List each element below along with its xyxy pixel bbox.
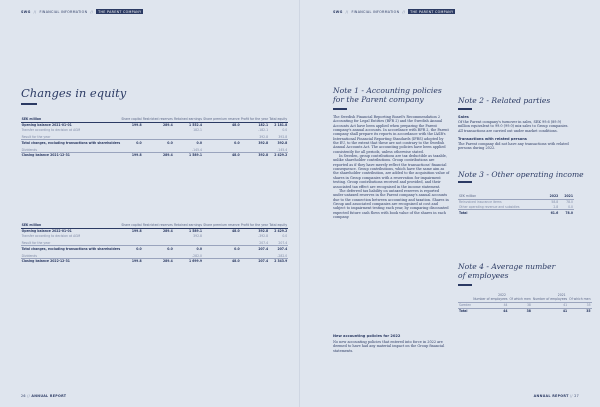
table-cell: 2 429.2 [269, 152, 288, 157]
brand-label: SWG [21, 9, 31, 14]
year-header: 2021 [559, 194, 574, 199]
equity-table-2022 [21, 224, 288, 264]
row-label: Total [458, 308, 472, 313]
note1-paragraph: The deferred tax liability on untaxed reserves is reported under untaxed reserves in the Parent company's annual accounts due to the connection between accounting and taxation. Shares in Group and associated companies are recognised at cost and subject to impairment testing each year, by comparing discounted expected future cash flows with book value of the shares in each company. [333, 188, 449, 219]
row-label: Other operating revenue and subsidies [459, 204, 520, 209]
table-cell: 207.4 [269, 246, 288, 251]
row-label: Dividends [21, 253, 37, 258]
page-footer [21, 394, 66, 398]
table-cell: 1 589.1 [173, 152, 202, 157]
header-divider: // [33, 9, 37, 14]
col-header: Retained earnings [173, 223, 203, 228]
footer-divider: // [27, 394, 30, 398]
table-cell: 199.8 [131, 123, 142, 128]
table-cell: 392.8 [259, 134, 269, 139]
table-cell: 78.0 [566, 200, 573, 205]
table-cell: 1 589.1 [189, 229, 203, 234]
table-cell: 0.0 [142, 246, 173, 251]
right-page [300, 0, 600, 407]
header-divider: // [402, 9, 406, 14]
table-cell: 289.4 [142, 258, 173, 263]
header-divider: // [345, 9, 349, 14]
page-footer [534, 394, 579, 398]
page-number: 26 [21, 394, 26, 398]
unit-header: SEK million [21, 118, 121, 122]
table-cell: 289.4 [162, 229, 173, 234]
table-cell: 182.1 [258, 123, 269, 128]
sales-text: Of the Parent company's turnover in sales, SEK 99.6 (89.9) million equivalent to 99.0 (99.0) mix sales to Group companies. All transactions are carried out under market conditions. [458, 120, 569, 133]
table-cell: 2 429.2 [274, 229, 288, 234]
table-cell: 392.8 [278, 134, 288, 139]
note3-title: Note 3 - Other operating income [458, 170, 584, 179]
table-cell: 0.0 [173, 246, 202, 251]
col-header: Share capital [121, 117, 142, 122]
col-header: Of which men [569, 297, 591, 302]
table-cell: 392.8 [240, 152, 268, 157]
col-header: Of which men [509, 297, 531, 302]
header-divider: // [90, 9, 94, 14]
table-cell: -392.8 [258, 233, 269, 238]
row-label: Total changes, excluding transactions with shareholders [21, 140, 121, 145]
table-cell: 2 181.8 [274, 123, 288, 128]
table-cell: 38 [509, 308, 532, 313]
table-cell: 61.6 [545, 210, 560, 215]
row-label: Result for the year [21, 134, 51, 139]
footer-divider: // [570, 394, 573, 398]
note2-title: Note 2 - Related parties [458, 96, 551, 105]
table-cell: 0.0 [568, 204, 573, 209]
col-header: Total equity [269, 117, 288, 122]
col-header: Profit for the year [240, 223, 269, 228]
row-label: Reinvoiced insurance items [459, 200, 502, 205]
brand-label: SWG [333, 9, 343, 14]
table-cell: 199.8 [131, 229, 142, 234]
table-cell: 289.4 [142, 152, 173, 157]
table-cell: 207.4 [259, 240, 269, 245]
table-cell: 48.0 [203, 258, 241, 263]
table-cell: 44 [503, 303, 508, 308]
table-cell: 38 [526, 303, 531, 308]
note4-title-line: of employees [458, 271, 509, 280]
page-title: Changes in equity [21, 86, 127, 100]
col-header: Restricted reserves [142, 223, 173, 228]
table-cell: 0.0 [203, 140, 241, 145]
note4-title [458, 262, 555, 280]
transactions-text: The Parent company did not have any transactions with related persons during 2022. [458, 142, 569, 151]
section-label: FINANCIAL INFORMATION [39, 9, 88, 14]
table-cell: 0.0 [282, 233, 288, 238]
col-header: Retained earnings [173, 117, 203, 122]
other-income-table [458, 194, 574, 215]
table-cell: 0.0 [121, 140, 143, 145]
note1-rule [333, 108, 347, 110]
table-cell: 289.4 [162, 123, 173, 128]
transactions-heading: Transactions with related persons [458, 137, 527, 141]
table-cell: -282.0 [192, 253, 203, 258]
new-policies-heading: New accounting policies for 2022 [333, 334, 401, 338]
footer-label: ANNUAL REPORT [533, 394, 569, 398]
table-cell: 48.0 [232, 123, 240, 128]
row-label: Dividends [21, 147, 37, 152]
table-row [458, 308, 592, 313]
table-cell: 58.8 [551, 200, 559, 205]
table-cell: 392.8 [269, 140, 288, 145]
section-tag: THE PARENT COMPANY [98, 9, 142, 14]
table-cell: -145.4 [192, 147, 203, 152]
table-cell: 207.4 [278, 240, 288, 245]
table-cell: 392.8 [258, 229, 269, 234]
table-cell: 1 552.4 [189, 123, 203, 128]
col-header: Number of employees [473, 297, 508, 302]
row-label: Closing balance 2022-12-31 [21, 258, 121, 263]
table-cell: 0.0 [203, 246, 241, 251]
table-row [21, 258, 288, 263]
note1-title-line: Note 1 - Accounting policies [333, 86, 442, 95]
note1-paragraph: The Swedish Financial Reporting Board's Recommendation 2 Accounting for Legal Entities (RFR 2) and the Swedish Annual Accounts Act have been applied when preparing the Parent company's annual accounts. In accordance with RFR 2, the Parent company shall prepare its reports in accordance with the IASB's International Financial Reporting Standards (IFRS) adopted by the EU, to the extent that these are not contrary to the Swedish Annual Accounts Act. The accounting policies have been applied consistently for all periods, unless otherwise stated. [333, 115, 449, 154]
table-cell: -145.4 [277, 147, 288, 152]
col-header: Total equity [269, 223, 288, 228]
section-label: FINANCIAL INFORMATION [351, 9, 400, 14]
table-cell: 1 699.9 [173, 258, 202, 263]
note2-rule [458, 108, 472, 110]
row-label: Transfer according to decision at AGM [21, 127, 81, 132]
table-cell: 2.8 [553, 204, 559, 209]
row-label: Opening balance 2021-01-01 [21, 123, 72, 128]
sales-heading: Sales [458, 115, 469, 119]
note4-rule [458, 284, 472, 286]
table-cell: 207.4 [240, 246, 268, 251]
row-label: Transfer according to decision at AGM [21, 233, 81, 238]
table-cell: 2 343.9 [269, 258, 288, 263]
note1-paragraph: In Sweden, group contributions are tax deductible as taxable, unlike shareholder contributions. Group contributions are reported as if they have merely reflect the transactions' financial consequence. Group contributions, which have the same aim as the shareholder contribution, are added to the acquisition value of shares in Group companies with a reservation for impairment testing. Group contributions received and provided, and their associated tax effect are recognised in the income statement. [333, 154, 450, 189]
table-cell: 392.8 [240, 140, 268, 145]
table-cell: 0.0 [282, 127, 288, 132]
page-header [333, 9, 455, 14]
table-cell: 207.4 [240, 258, 268, 263]
footer-label: ANNUAL REPORT [31, 394, 67, 398]
table-row [458, 210, 574, 215]
col-header: Profit for the year [240, 117, 269, 122]
note1-body [333, 115, 450, 219]
table-cell: -182.1 [258, 127, 269, 132]
row-label: Total [458, 210, 545, 215]
table-cell: 0.0 [173, 140, 202, 145]
note1-title-line: for the Parent company [333, 95, 424, 104]
row-label: Result for the year [21, 240, 51, 245]
note4-title-line: Note 4 - Average number [458, 262, 556, 271]
table-cell: 78.0 [559, 210, 574, 215]
page-header [21, 9, 143, 14]
row-label: Opening balance 2022-01-01 [21, 229, 72, 234]
row-label: Total changes, excluding transactions with shareholders [21, 246, 121, 251]
col-header: Share premium reserve [203, 117, 240, 122]
table-cell: 199.8 [121, 258, 143, 263]
table-cell: 41 [532, 308, 568, 313]
row-label: Closing balance 2021-12-31 [21, 152, 121, 157]
table-cell: 48.0 [232, 229, 240, 234]
note3-rule [458, 181, 472, 183]
col-header: Number of employees [532, 297, 568, 302]
unit-header: SEK million [458, 194, 545, 199]
table-cell: 199.8 [121, 152, 143, 157]
table-cell: 35 [568, 308, 591, 313]
unit-header: SEK million [21, 224, 121, 228]
col-header: Restricted reserves [142, 117, 173, 122]
year-header: 2021 [557, 293, 566, 298]
equity-table-2021 [21, 118, 288, 158]
section-tag: THE PARENT COMPANY [410, 9, 454, 14]
col-header: Share premium reserve [203, 223, 240, 228]
row-label: Sweden [459, 303, 472, 308]
table-cell: 182.1 [193, 127, 203, 132]
page-number: 27 [574, 394, 579, 398]
table-cell: 392.8 [193, 233, 203, 238]
table-row [21, 152, 288, 157]
col-header: Share capital [121, 223, 142, 228]
year-header: 2022 [498, 293, 506, 298]
year-header: 2022 [545, 194, 560, 199]
table-cell: 41 [563, 303, 568, 308]
new-policies-text: No new accounting policies that entered into force in 2022 are deemed to have had any material impact on the Group financial statements. [333, 340, 445, 353]
table-cell: 35 [586, 303, 591, 308]
table-cell: 44 [472, 308, 508, 313]
note1-title [333, 86, 442, 104]
table-cell: -282.0 [277, 253, 288, 258]
table-cell: 0.0 [121, 246, 143, 251]
table-cell: 0.0 [142, 140, 173, 145]
employees-table [458, 293, 592, 313]
table-cell: 48.0 [203, 152, 241, 157]
title-rule [21, 103, 37, 105]
